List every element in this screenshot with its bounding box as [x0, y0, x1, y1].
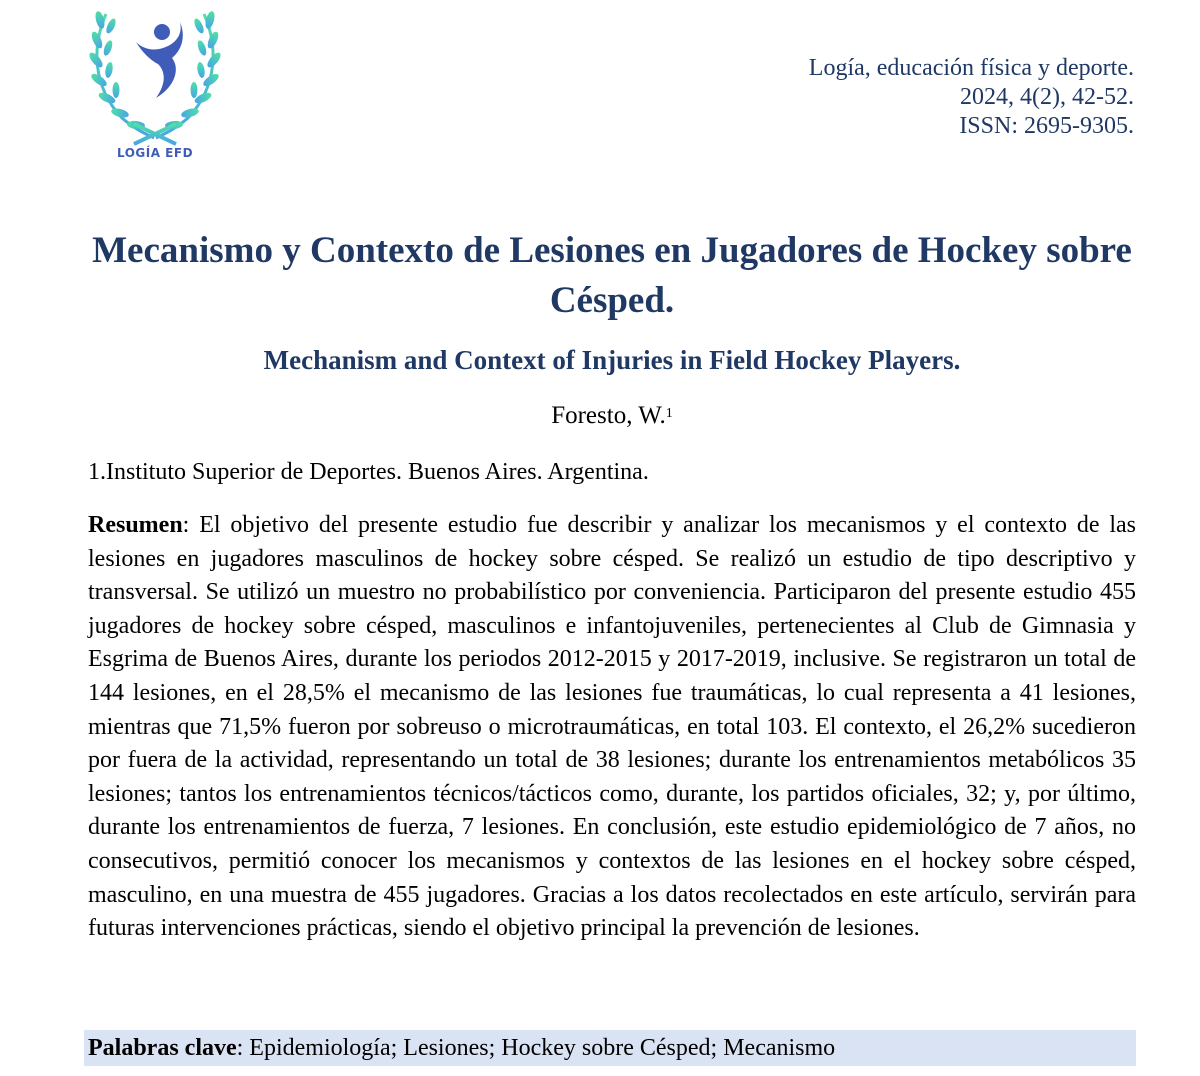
laurel-figure-icon [84, 6, 226, 146]
abstract-label: Resumen [88, 512, 183, 538]
abstract [88, 509, 1136, 946]
logo-text: LOGÍA EFD [116, 146, 194, 160]
paper-subtitle: Mechanism and Context of Injuries in Field Hockey Players. [263, 345, 961, 375]
journal-info [809, 54, 1134, 141]
journal-volume: 2024, 4(2), 42-52. [960, 84, 1134, 110]
author-affiliation-marker: 1 [665, 406, 673, 421]
keywords-label: Palabras clave [88, 1035, 237, 1061]
abstract-text: : El objetivo del presente estudio fue describir y analizar los mecanismos y el contexto de las lesiones en jugadores masculinos de hockey sobre césped. Se realizó un estudio de tipo descriptivo y transversal. Se utilizó un muestro no probabilístico por conveniencia. Participaron del presente estudio 455 jugadores de hockey sobre césped, masculinos e infantojuveniles, pertenecientes al Club de Gimnasia y Esgrima de Buenos Aires, durante los periodos 2012-2015 y 2017-2019, inclusive. Se registraron un total de 144 lesiones, en el 28,5% el mecanismo de las lesiones fue traumáticas, lo cual representa a 41 lesiones, mientras que 71,5% fueron por sobreuso o microtraumáticas, en total 103. El contexto, el 26,2% sucedieron por fuera de la actividad, representando un total de 38 lesiones; durante los entrenamientos metabólicos 35 lesiones; tantos los entrenamientos técnicos/tácticos como, durante, los partidos oficiales, 32; y, por último, durante los entrenamientos de fuerza, 7 lesiones. En conclusión, este estudio epidemiológico de 7 años, no consecutivos, permitió conocer los mecanismos y contextos de las lesiones en el hockey sobre césped, masculino, en una muestra de 455 jugadores. Gracias a los datos recolectados en este artículo, servirán para futuras intervenciones prácticas, siendo el objetivo principal la prevención de lesiones. [88, 512, 1136, 942]
journal-logo [84, 6, 226, 166]
author-line [0, 400, 1200, 432]
journal-name: Logía, educación física y deporte. [808, 55, 1134, 81]
author-name: Foresto, W. [551, 402, 666, 429]
journal-issn: ISSN: 2695-9305. [959, 113, 1134, 139]
keywords-box [84, 1030, 1136, 1066]
keywords-text: : Epidemiología; Lesiones; Hockey sobre Césped; Mecanismo [236, 1035, 836, 1061]
paper-title: Mecanismo y Contexto de Lesiones en Jugadores de Hockey sobre Césped. [92, 230, 1132, 321]
affiliation: 1.Instituto Superior de Deportes. Buenos Aires. Argentina. [88, 459, 649, 485]
